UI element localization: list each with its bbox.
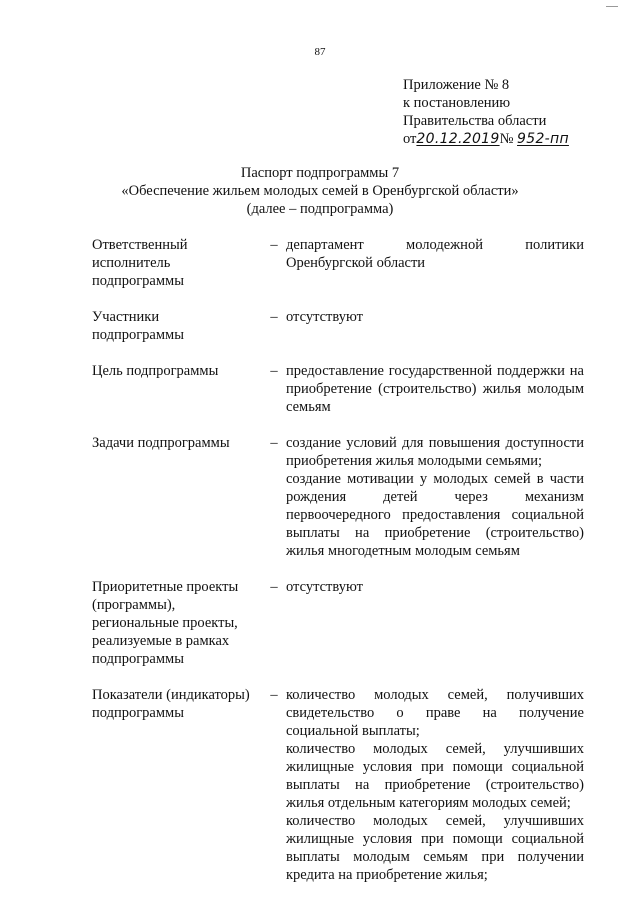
row-label: Задачи подпрограммы (92, 435, 230, 451)
passport-row-participants (92, 308, 584, 344)
row-dash: – (270, 435, 278, 451)
handwritten-number: 952-пп (517, 131, 569, 147)
value-paragraph: количество молодых семей, улучшивших жилищные условия при помощи социальной выплаты на приобретение (строительство) жилья отдельным категориям молодых семей; (286, 741, 584, 811)
value-paragraph: создание мотивации у молодых семей в части рождения детей через механизм первоочередного предоставления социальной выплаты на приобретение (строительство) жилья многодетным молодым семьям (286, 471, 584, 559)
number-prefix: № (499, 131, 514, 147)
row-dash: – (270, 579, 278, 595)
row-label: Показатели (индикаторы) подпрограммы (92, 687, 250, 721)
passport-row-tasks (92, 434, 584, 560)
passport-row-indicators (92, 686, 584, 884)
row-value (286, 308, 584, 344)
row-value (286, 434, 584, 560)
appendix-line-3: Правительства области (403, 113, 547, 129)
row-value (286, 236, 584, 290)
row-label: Ответственный исполнитель подпрограммы (92, 237, 188, 289)
row-dash: – (270, 309, 278, 325)
title-line-3: (далее – подпрограмма) (246, 201, 394, 217)
passport-table (92, 236, 584, 884)
passport-row-priority-projects (92, 578, 584, 668)
appendix-line-2: к постановлению (403, 95, 511, 111)
row-dash: – (270, 687, 278, 703)
value-paragraph: отсутствуют (286, 309, 363, 325)
scan-corner-mark (606, 6, 618, 7)
row-label: Участники подпрограммы (92, 309, 184, 343)
row-value (286, 686, 584, 884)
title-line-2: «Обеспечение жильем молодых семей в Оренбургской области» (121, 183, 519, 199)
date-prefix: от (403, 131, 417, 147)
handwritten-date: 20.12.2019 (416, 131, 500, 147)
appendix-block (403, 76, 569, 148)
row-dash: – (270, 237, 278, 253)
row-value (286, 578, 584, 668)
value-paragraph: отсутствуют (286, 579, 363, 595)
document-title (0, 164, 640, 218)
row-dash: – (270, 363, 278, 379)
value-paragraph: департамент молодежной политики Оренбургской области (286, 237, 584, 271)
value-paragraph: предоставление государственной поддержки на приобретение (строительство) жилья молодым семьям (286, 363, 584, 415)
title-line-1: Паспорт подпрограммы 7 (240, 165, 400, 181)
value-paragraph: количество молодых семей, улучшивших жилищные условия при помощи социальной выплаты молодым семьям при получении кредита на приобретение жилья; (286, 813, 584, 883)
value-paragraph: количество молодых семей, получивших свидетельство о праве на получение социальной выплаты; (286, 687, 584, 739)
page-number: 87 (314, 46, 326, 58)
row-label: Цель подпрограммы (92, 363, 219, 379)
appendix-line-1: Приложение № 8 (403, 77, 510, 93)
row-label: Приоритетные проекты (программы), региональные проекты, реализуемые в рамках подпрограммы (92, 579, 239, 667)
appendix-date-line (403, 130, 569, 148)
row-value (286, 362, 584, 416)
passport-row-goal (92, 362, 584, 416)
passport-row-responsible (92, 236, 584, 290)
value-paragraph: создание условий для повышения доступности приобретения жилья молодыми семьями; (286, 435, 584, 469)
